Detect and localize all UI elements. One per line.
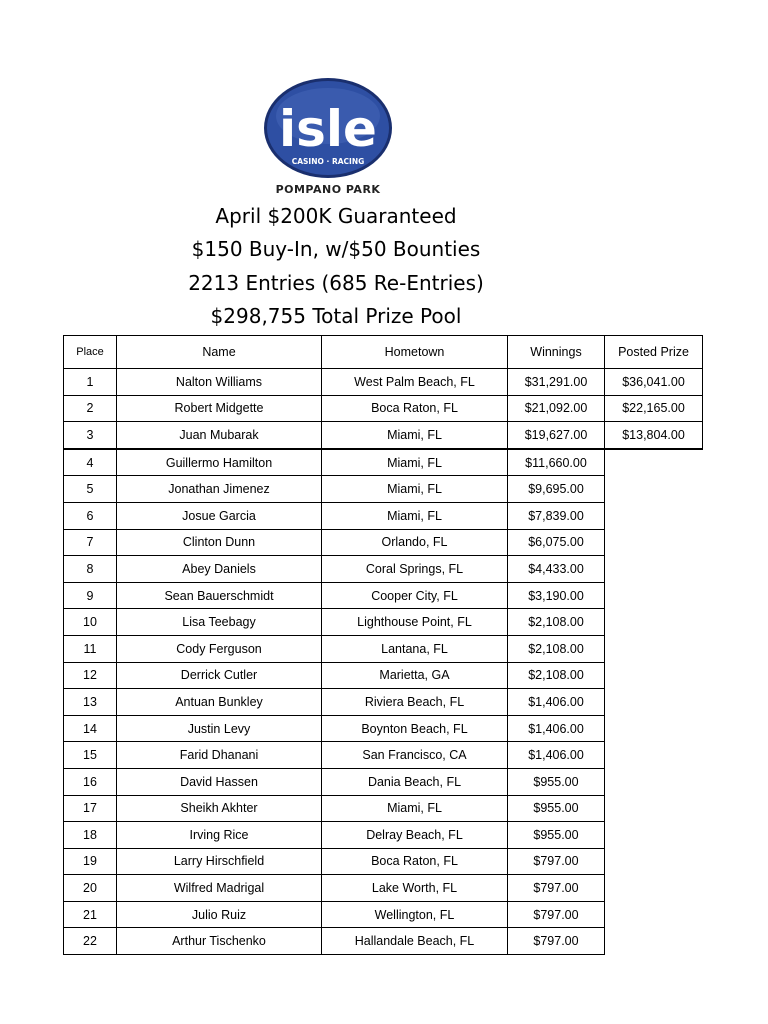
cell-posted-prize-empty: [605, 768, 703, 795]
cell-hometown: Miami, FL: [322, 476, 508, 503]
header-place: Place: [64, 336, 117, 369]
cell-winnings: $3,190.00: [508, 582, 605, 609]
cell-winnings: $797.00: [508, 928, 605, 955]
header-name: Name: [117, 336, 322, 369]
cell-posted-prize-empty: [605, 742, 703, 769]
cell-posted-prize-empty: [605, 449, 703, 476]
cell-name: Farid Dhanani: [117, 742, 322, 769]
logo-subtitle: CASINO · RACING: [291, 157, 365, 166]
cell-hometown: Lighthouse Point, FL: [322, 609, 508, 636]
cell-name: Justin Levy: [117, 715, 322, 742]
cell-posted-prize-empty: [605, 582, 703, 609]
cell-posted-prize-empty: [605, 715, 703, 742]
cell-place: 18: [64, 822, 117, 849]
cell-place: 8: [64, 556, 117, 583]
cell-place: 12: [64, 662, 117, 689]
cell-place: 14: [64, 715, 117, 742]
cell-winnings: $11,660.00: [508, 449, 605, 476]
cell-hometown: Miami, FL: [322, 502, 508, 529]
cell-winnings: $955.00: [508, 768, 605, 795]
cell-name: Lisa Teebagy: [117, 609, 322, 636]
table-row: [64, 768, 703, 795]
table-row: [64, 395, 703, 422]
cell-name: Wilfred Madrigal: [117, 875, 322, 902]
cell-posted-prize-empty: [605, 795, 703, 822]
cell-name: Sheikh Akhter: [117, 795, 322, 822]
cell-place: 19: [64, 848, 117, 875]
cell-posted-prize: $36,041.00: [605, 369, 703, 396]
cell-hometown: Hallandale Beach, FL: [322, 928, 508, 955]
cell-posted-prize-empty: [605, 901, 703, 928]
table-row: [64, 529, 703, 556]
cell-winnings: $1,406.00: [508, 742, 605, 769]
cell-hometown: Lantana, FL: [322, 635, 508, 662]
logo-location: POMPANO PARK: [275, 183, 381, 196]
cell-hometown: Wellington, FL: [322, 901, 508, 928]
cell-hometown: Miami, FL: [322, 422, 508, 449]
cell-winnings: $2,108.00: [508, 609, 605, 636]
table-header-row: [64, 336, 703, 369]
cell-posted-prize-empty: [605, 689, 703, 716]
table-row: [64, 582, 703, 609]
table-row: [64, 928, 703, 955]
isle-casino-logo: [258, 76, 398, 198]
cell-name: Juan Mubarak: [117, 422, 322, 449]
cell-name: Antuan Bunkley: [117, 689, 322, 716]
cell-name: Jonathan Jimenez: [117, 476, 322, 503]
logo-wordmark: isle: [279, 100, 377, 158]
cell-place: 10: [64, 609, 117, 636]
cell-posted-prize-empty: [605, 502, 703, 529]
cell-place: 11: [64, 635, 117, 662]
table-row: [64, 422, 703, 449]
table-row: [64, 742, 703, 769]
cell-hometown: Orlando, FL: [322, 529, 508, 556]
cell-place: 1: [64, 369, 117, 396]
cell-winnings: $4,433.00: [508, 556, 605, 583]
cell-hometown: Boynton Beach, FL: [322, 715, 508, 742]
table-row: [64, 609, 703, 636]
cell-winnings: $7,839.00: [508, 502, 605, 529]
cell-posted-prize: $13,804.00: [605, 422, 703, 449]
cell-hometown: Boca Raton, FL: [322, 848, 508, 875]
table-row: [64, 502, 703, 529]
cell-winnings: $797.00: [508, 901, 605, 928]
table-row: [64, 476, 703, 503]
cell-winnings: $797.00: [508, 848, 605, 875]
cell-winnings: $31,291.00: [508, 369, 605, 396]
cell-name: Clinton Dunn: [117, 529, 322, 556]
cell-name: David Hassen: [117, 768, 322, 795]
cell-hometown: Coral Springs, FL: [322, 556, 508, 583]
cell-posted-prize-empty: [605, 875, 703, 902]
cell-winnings: $21,092.00: [508, 395, 605, 422]
cell-hometown: Riviera Beach, FL: [322, 689, 508, 716]
cell-hometown: Cooper City, FL: [322, 582, 508, 609]
table-row: [64, 556, 703, 583]
cell-hometown: Lake Worth, FL: [322, 875, 508, 902]
cell-place: 15: [64, 742, 117, 769]
cell-hometown: West Palm Beach, FL: [322, 369, 508, 396]
cell-place: 7: [64, 529, 117, 556]
cell-winnings: $955.00: [508, 795, 605, 822]
table-row: [64, 369, 703, 396]
cell-posted-prize-empty: [605, 609, 703, 636]
cell-name: Irving Rice: [117, 822, 322, 849]
cell-name: Abey Daniels: [117, 556, 322, 583]
table-row: [64, 449, 703, 476]
cell-name: Robert Midgette: [117, 395, 322, 422]
table-row: [64, 795, 703, 822]
cell-hometown: Miami, FL: [322, 449, 508, 476]
table-row: [64, 662, 703, 689]
cell-posted-prize-empty: [605, 635, 703, 662]
table-row: [64, 822, 703, 849]
cell-hometown: Dania Beach, FL: [322, 768, 508, 795]
cell-place: 20: [64, 875, 117, 902]
cell-place: 4: [64, 449, 117, 476]
isle-logo-graphic: [258, 76, 398, 198]
cell-hometown: San Francisco, CA: [322, 742, 508, 769]
cell-place: 16: [64, 768, 117, 795]
table-row: [64, 875, 703, 902]
cell-name: Josue Garcia: [117, 502, 322, 529]
cell-winnings: $6,075.00: [508, 529, 605, 556]
cell-name: Guillermo Hamilton: [117, 449, 322, 476]
cell-winnings: $19,627.00: [508, 422, 605, 449]
cell-name: Larry Hirschfield: [117, 848, 322, 875]
cell-name: Derrick Cutler: [117, 662, 322, 689]
cell-winnings: $1,406.00: [508, 689, 605, 716]
cell-winnings: $955.00: [508, 822, 605, 849]
cell-posted-prize-empty: [605, 529, 703, 556]
cell-place: 13: [64, 689, 117, 716]
cell-posted-prize-empty: [605, 662, 703, 689]
cell-place: 6: [64, 502, 117, 529]
cell-name: Cody Ferguson: [117, 635, 322, 662]
cell-hometown: Miami, FL: [322, 795, 508, 822]
cell-name: Nalton Williams: [117, 369, 322, 396]
cell-posted-prize-empty: [605, 822, 703, 849]
headline-entries: 2213 Entries (685 Re-Entries): [188, 271, 484, 295]
cell-posted-prize: $22,165.00: [605, 395, 703, 422]
cell-winnings: $1,406.00: [508, 715, 605, 742]
cell-posted-prize-empty: [605, 556, 703, 583]
table-row: [64, 901, 703, 928]
table-row: [64, 635, 703, 662]
headline-prize-pool: $298,755 Total Prize Pool: [210, 304, 462, 328]
header-posted-prize: Posted Prize: [605, 336, 703, 369]
header-hometown: Hometown: [322, 336, 508, 369]
header-winnings: Winnings: [508, 336, 605, 369]
headline-title: April $200K Guaranteed: [215, 204, 457, 228]
table-row: [64, 689, 703, 716]
cell-hometown: Delray Beach, FL: [322, 822, 508, 849]
cell-hometown: Boca Raton, FL: [322, 395, 508, 422]
cell-winnings: $9,695.00: [508, 476, 605, 503]
cell-place: 17: [64, 795, 117, 822]
cell-name: Sean Bauerschmidt: [117, 582, 322, 609]
cell-place: 22: [64, 928, 117, 955]
headline-buyin: $150 Buy-In, w/$50 Bounties: [191, 237, 481, 261]
cell-name: Arthur Tischenko: [117, 928, 322, 955]
cell-place: 9: [64, 582, 117, 609]
cell-hometown: Marietta, GA: [322, 662, 508, 689]
cell-name: Julio Ruiz: [117, 901, 322, 928]
cell-place: 5: [64, 476, 117, 503]
cell-place: 3: [64, 422, 117, 449]
cell-place: 21: [64, 901, 117, 928]
cell-winnings: $2,108.00: [508, 662, 605, 689]
cell-posted-prize-empty: [605, 848, 703, 875]
table-row: [64, 848, 703, 875]
table-row: [64, 715, 703, 742]
cell-posted-prize-empty: [605, 928, 703, 955]
cell-place: 2: [64, 395, 117, 422]
cell-winnings: $797.00: [508, 875, 605, 902]
cell-posted-prize-empty: [605, 476, 703, 503]
results-table: [63, 335, 703, 955]
cell-winnings: $2,108.00: [508, 635, 605, 662]
